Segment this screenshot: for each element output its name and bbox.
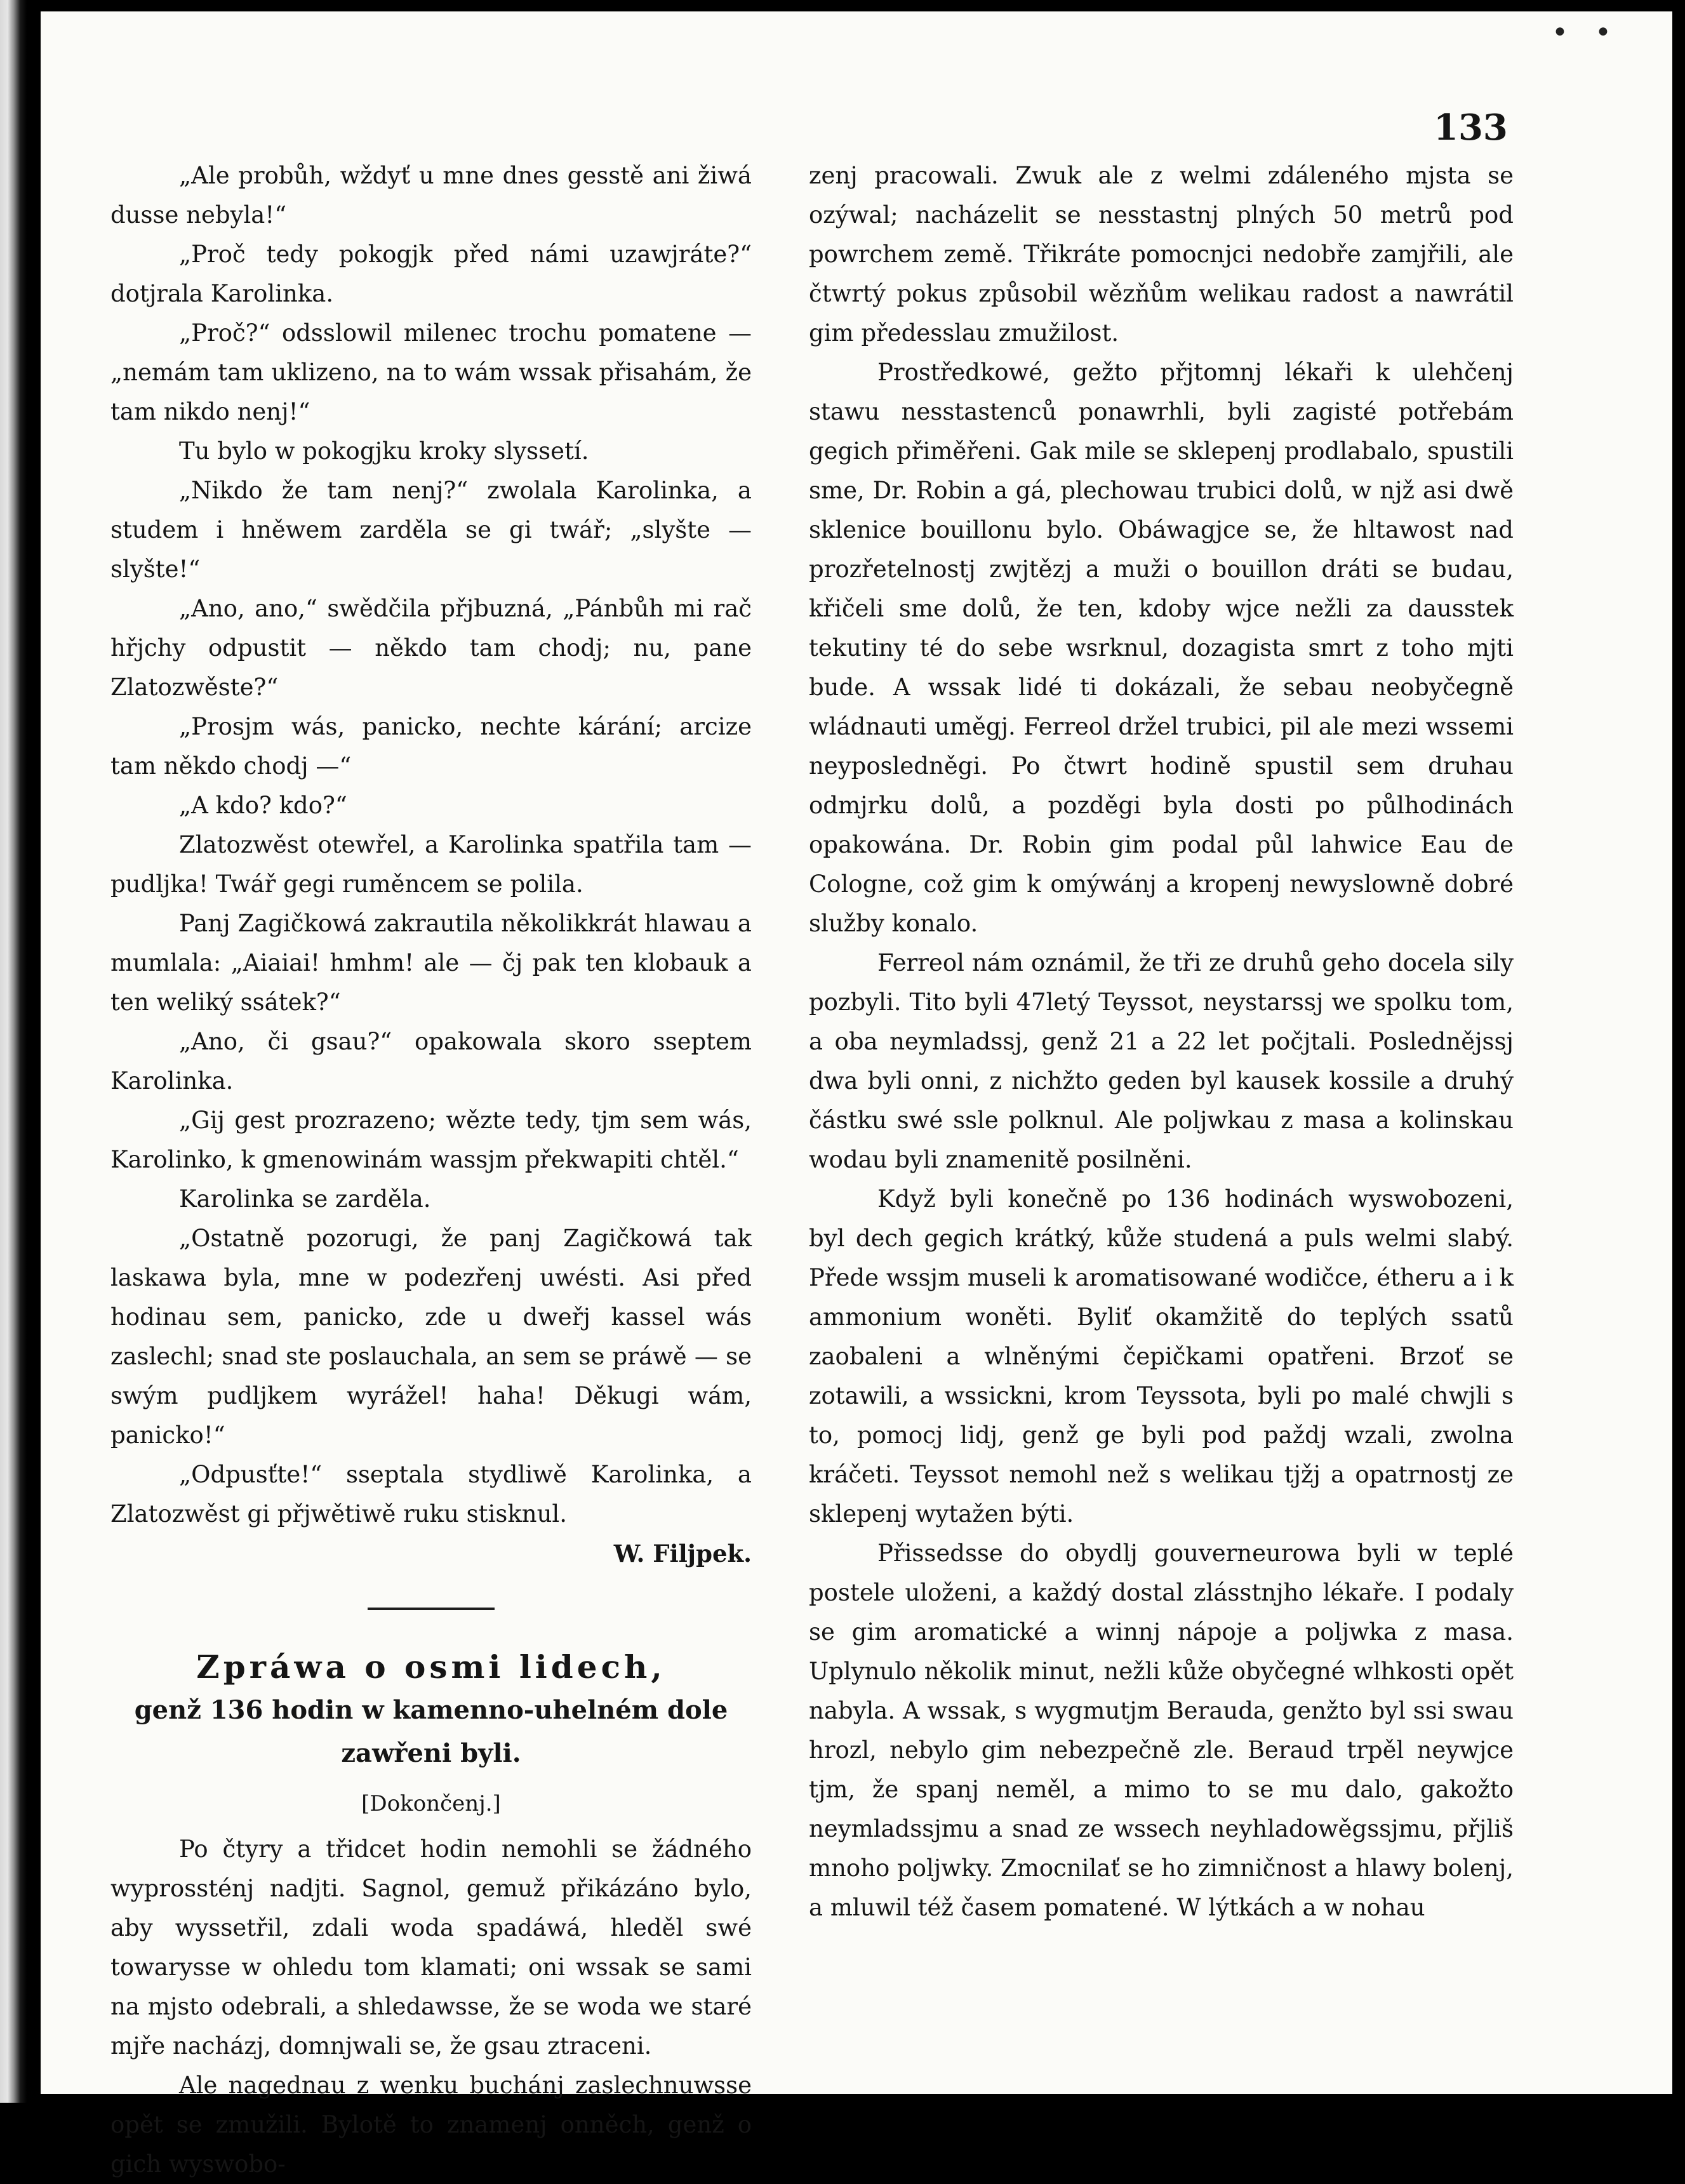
left-paragraph-3: „Proč?“ odsslowil milenec trochu pomatene — „nemám tam uklizeno, na to wám wssak přisahám, že tam nikdo nenj!“ [110, 319, 752, 425]
left-paragraph-7: „Prosjm wás, panicko, nechte kárání; arcize tam někdo chodj —“ [110, 713, 752, 780]
left-column [110, 156, 752, 2184]
left-paragraph-5: „Nikdo že tam nenj?“ zwolala Karolinka, a studem i hněwem zarděla se gi twář; „slyšte — slyšte!“ [110, 477, 752, 583]
section-divider [368, 1608, 495, 1610]
page-number: 133 [1434, 107, 1508, 149]
right-paragraph-2: Prostředkowé, gežto přjtomnj lékaři k ulehčenj stawu nesstastenců ponawrhli, byli zagisté potřebám gegich přiměřeni. Gak mile se sklepenj prodlabalo, spustili sme, Dr. Robin a gá, plechowau trubici dolů, w njž asi dwě sklenice bouillonu bylo. Obáwagjce se, že hltawost nad prozřetelnostj zwjtězj a muži o bouillon dráti se budau, křičeli sme dolů, že ten, kdoby wjce nežli za dausstek tekutiny té do sebe wsrknul, dozagista smrt z toho mjti bude. A wssak lidé ti dokázali, že sebau neobyčegně wládnauti uměgj. Ferreol držel trubici, pil ale mezi wssemi neyposledněgi. Po čtwrt hodině spustil sem druhau odmjrku dolů, a pozděgi byla dosti po půlhodinách opakowána. Dr. Robin gim podal půl lahwice Eau de Cologne, což gim k omýwánj a kropenj newyslowně dobré služby konalo. [809, 359, 1514, 937]
right-column [809, 156, 1514, 1928]
right-paragraph-4: Když byli konečně po 136 hodinách wyswobozeni, byl dech gegich krátký, kůže studená a puls welmi slabý. Přede wssjm museli k aromatisowané wodičce, étheru a i k ammonium woněti. Byliť okamžitě do teplých ssatů zaobaleni a wlněnými čepičkami opatřeni. Brzoť se zotawili, a wssickni, krom Teyssota, byli po malé chwjli s to, pomocj lidj, genž ge byli pod paždj wzali, zwolna kráčeti. Teyssot nemohl než s welikau tjžj a opatrnostj ze sklepenj wytažen býti. [809, 1185, 1514, 1528]
left-paragraph-4: Tu bylo w pokogjku kroky slyssetí. [179, 437, 589, 465]
left-paragraph-9: Zlatozwěst otewřel, a Karolinka spatřila tam — pudljka! Twář gegi ruměncem se polila. [110, 831, 752, 898]
left-paragraph-14: „Ostatně pozorugi, že panj Zagičkowá tak laskawa byla, mne w podezřenj uwésti. Asi před hodinau sem, panicko, zde u dweřj kassel wás zaslechl; snad ste poslauchala, an sem se práwě — se swým pudljkem wyrážel! haha! Děkugi wám, panicko!“ [110, 1225, 752, 1449]
left-paragraph-13: Karolinka se zarděla. [179, 1185, 431, 1213]
article-paragraph-2: Ale nagednau z wenku buchánj zaslechnuwsse opět se zmužili. Bylotě to znamenj onněch, genž o gich wyswobo- [110, 2072, 752, 2178]
scan-edge-strip [0, 0, 27, 2103]
right-paragraph-5: Přissedsse do obydlj gouverneurowa byli w teplé postele uloženi, a každý dostal zlásstnjho lékaře. I podaly se gim aromatické a winnj nápoje a poljwka z masa. Uplynulo několik minut, nežli kůže obyčegné wlhkosti opět nabyla. A wssak, s wygmutjm Berauda, genžto byl ssi swau hrozl, nebylo gim nebezpečně zle. Beraud trpěl neywjce tjm, že spanj neměl, a mimo to se mu dalo, gakožto neymladssjmu a snad ze wssech neyhladowěgssjmu, přjliš mnoho poljwky. Zmocnilať se ho zimničnost a hlawy bolenj, a mluwil též časem pomatené. W lýtkách a w nohau [809, 1540, 1514, 1921]
left-paragraph-1: „Ale probůh, wždyť u mne dnes gesstě ani žiwá dusse nebyla!“ [110, 162, 752, 229]
left-paragraph-12: „Gij gest prozrazeno; wězte tedy, tjm sem wás, Karolinko, k gmenowinám wassjm překwapiti chtěl.“ [110, 1107, 752, 1173]
article-heading-line2: genž 136 hodin w kamenno-uhelném dole zawřeni byli. [134, 1695, 728, 1768]
left-paragraph-2: „Proč tedy pokogjk před námi uzawjráte?“ dotjrala Karolinka. [110, 241, 752, 307]
right-paragraph-3: Ferreol nám oznámil, že tři ze druhů geho docela sily pozbyli. Tito byli 47letý Teyssot, neystarssj we spolku tom, a oba neymladssj, genž 21 a 22 let počjtali. Poslednějssj dwa byli onni, z nichžto geden byl kausek kossile a druhý částku swé ssle polknul. Ale poljwkau z masa a kolinskau wodau byli znamenitě posilněni. [809, 949, 1514, 1173]
newspaper-page [41, 11, 1672, 2178]
left-paragraph-10: Panj Zagičkowá zakrautila několikkrát hlawau a mumlala: „Aiaiai! hmhm! ale — čj pak ten klobauk a ten weliký ssátek?“ [110, 910, 752, 1016]
left-paragraph-11: „Ano, či gsau?“ opakowala skoro sseptem Karolinka. [110, 1028, 752, 1095]
right-paragraph-1: zenj pracowali. Zwuk ale z welmi zdáleného mjsta se ozýwal; nacházelit se nesstastnj plných 50 metrů pod powrchem země. Třikráte pomocnjci nedobře zamjřili, ale čtwrtý pokus způsobil wězňům welikau radost a nawrátil gim předesslau zmužilost. [809, 162, 1514, 347]
article-heading [110, 1646, 752, 1775]
corner-mark: • • [1552, 17, 1620, 49]
article-paragraph-1: Po čtyry a třidcet hodin nemohli se žádného wyprossténj nadjti. Sagnol, gemuž přikázáno bylo, aby wyssetřil, zdali woda spadáwá, hleděl swé towarysse w ohledu tom klamati; oni wssak se sami na mjsto odebrali, a shledawsse, že se woda we staré mjře nacházj, domnjwali se, že gsau ztraceni. [110, 1835, 752, 2060]
continuation-note: [Dokončenj.] [361, 1791, 501, 1816]
article-heading-line1: Zpráwa o osmi lidech, [196, 1648, 666, 1686]
author-signature: W. Filjpek. [613, 1540, 752, 1568]
left-last-paragraph: „Odpusťte!“ sseptala stydliwě Karolinka, a Zlatozwěst gi přjwětiwě ruku stisknul. [110, 1461, 752, 1528]
left-paragraph-6: „Ano, ano,“ swědčila přjbuzná, „Pánbůh mi rač hřjchy odpustit — někdo tam chodj; nu, pane Zlatozwěste?“ [110, 595, 752, 701]
left-paragraph-8: „A kdo? kdo?“ [179, 792, 347, 819]
